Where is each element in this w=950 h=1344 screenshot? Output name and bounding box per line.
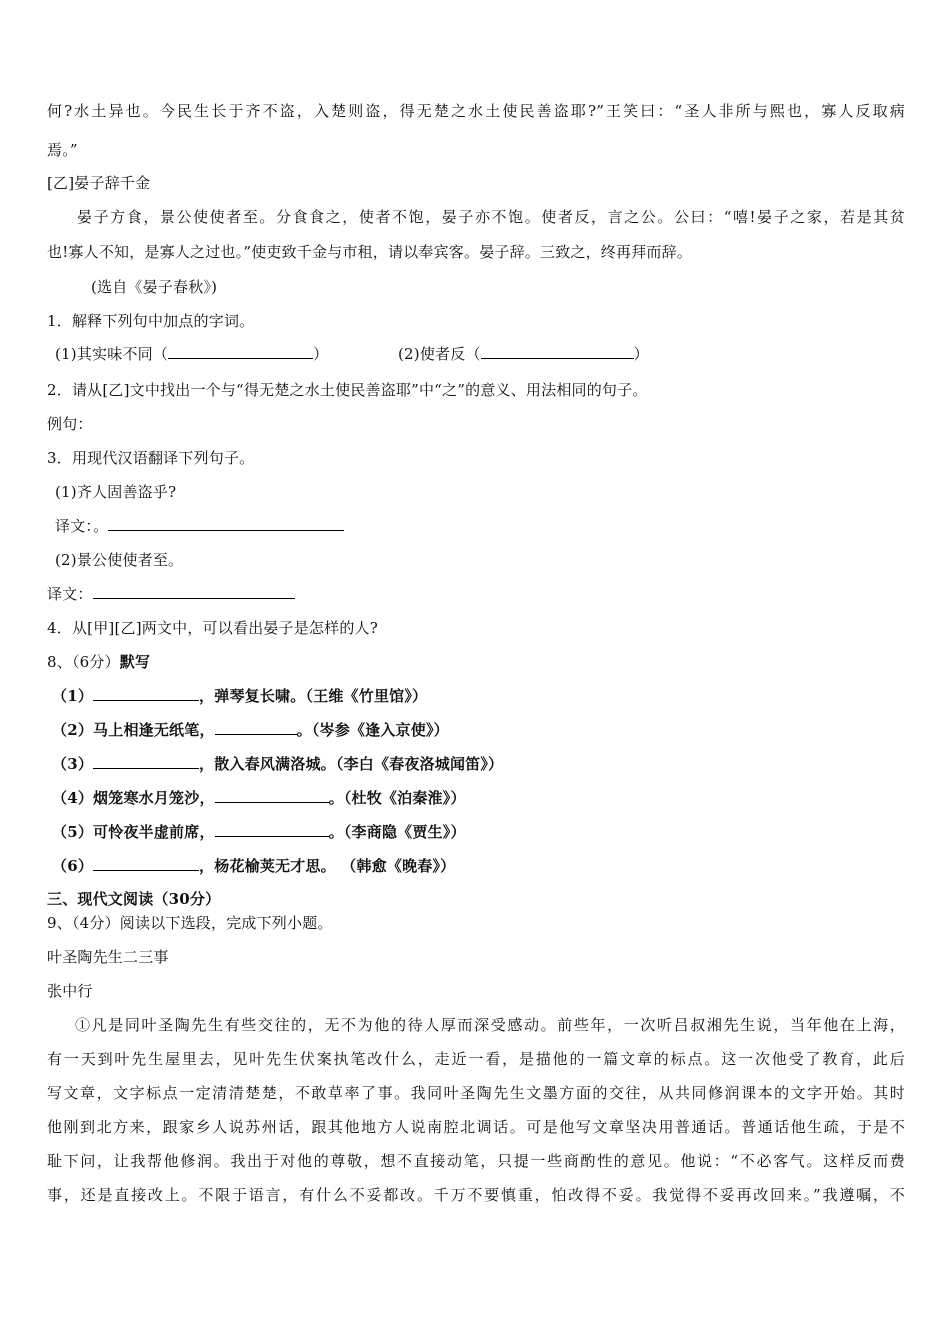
- passage-a-line-2: 焉。”: [47, 141, 78, 159]
- item-before: 马上相逢无纸笔，: [93, 721, 215, 739]
- answer-blank-3b[interactable]: [93, 584, 295, 599]
- item-before: 可怜夜半虚前席，: [93, 823, 215, 841]
- translation-label-a: 译文：。: [55, 517, 109, 535]
- article-line: 有一天到叶先生屋里去，见叶先生伏案执笔改什么，走近一看，是描他的一篇文章的标点。这一次他受了教育，此后: [47, 1050, 905, 1068]
- article-author: 张中行: [47, 982, 93, 1000]
- article-line: 他刚到北方来，跟家乡人说苏州话，跟其他地方人说南腔北调话。可是他写文章坚决用普通话。普通话他生疏，于是不: [47, 1118, 905, 1136]
- recitation-item: [52, 754, 503, 774]
- passage-b-source: (选自《晏子春秋》): [91, 278, 218, 296]
- recitation-item: [52, 822, 466, 842]
- answer-blank-8-2[interactable]: [215, 720, 297, 735]
- passage-a-line-1: 何?水土异也。今民生长于齐不盗，入楚则盗，得无楚之水土使民善盗耶?”王笑曰：“圣人非所与熙也，寡人反取病: [47, 102, 905, 120]
- item-after: ，杨花榆荚无才思。 （韩愈《晚春》）: [199, 857, 456, 875]
- question-1-b: [398, 344, 649, 364]
- question-3-a-answer: [55, 516, 344, 536]
- item-after: 。（李商隐《贾生》）: [328, 823, 466, 841]
- answer-blank-3a[interactable]: [108, 516, 344, 531]
- item-after: 。（杜牧《泊秦淮》）: [328, 789, 466, 807]
- item-number: （5）: [52, 823, 94, 841]
- question-1-b-close: ）: [633, 345, 649, 363]
- item-after: ，散入春风满洛城。（李白《春夜洛城闻笛》）: [199, 755, 504, 773]
- item-number: （3）: [52, 755, 94, 773]
- recitation-item: [52, 856, 455, 876]
- article-line: 事，还是直接改上。不限于语言，有什么不妥都改。千万不要慎重，怕改得不妥。我觉得不妥再改回来。”我遵嘱，不: [47, 1186, 905, 1204]
- question-1-a-close: ）: [313, 345, 329, 363]
- question-9: 9、（4分）阅读以下选段，完成下列小题。: [47, 914, 333, 932]
- question-3-b: (2)景公使使者至。: [55, 551, 184, 569]
- article-title: 叶圣陶先生二三事: [47, 948, 169, 966]
- answer-blank-8-5[interactable]: [215, 822, 329, 837]
- answer-blank-8-4[interactable]: [215, 788, 329, 803]
- question-1-b-text: (2)使者反（: [398, 345, 481, 363]
- item-number: （6）: [52, 857, 94, 875]
- answer-blank-8-3[interactable]: [93, 754, 199, 769]
- item-after: 。（岑参《逢入京使》）: [296, 721, 449, 739]
- passage-b-line-2: 也!寡人不知，是寡人之过也。”使吏致千金与市租，请以奉宾客。晏子辞。三致之，终再拜而辞。: [47, 243, 693, 261]
- answer-blank-1b[interactable]: [481, 344, 634, 359]
- item-before: 烟笼寒水月笼沙，: [93, 789, 215, 807]
- passage-b-line-1: 晏子方食，景公使使者至。分食食之，使者不饱，晏子亦不饱。使者反，言之公。公曰：“嘻!晏子之家，若是其贫: [77, 208, 905, 226]
- item-number: （1）: [52, 687, 94, 705]
- question-2-example: 例句：: [47, 415, 93, 433]
- recitation-item: [52, 788, 466, 808]
- item-number: （4）: [52, 789, 94, 807]
- question-1-a: [55, 344, 328, 364]
- answer-blank-1a[interactable]: [168, 344, 313, 359]
- question-3: 3．用现代汉语翻译下列句子。: [47, 449, 255, 467]
- item-after: ，弹琴复长啸。（王维《竹里馆》）: [199, 687, 428, 705]
- question-4: 4．从[甲][乙]两文中，可以看出晏子是怎样的人?: [47, 619, 378, 637]
- question-3-b-answer: [47, 584, 295, 604]
- question-1-a-text: (1)其实味不同（: [55, 345, 169, 363]
- question-8-title: 默写: [119, 653, 151, 671]
- question-1: 1．解释下列句中加点的字词。: [47, 312, 255, 330]
- article-line: 耻下问，让我帮他修润。我出于对他的尊敬，想不直接动笔，只提一些商酌性的意见。他说：“不必客气。这样反而费: [47, 1152, 905, 1170]
- answer-blank-8-1[interactable]: [93, 686, 199, 701]
- passage-b-title: [乙]晏子辞千金: [47, 174, 151, 192]
- item-number: （2）: [52, 721, 94, 739]
- question-3-a: (1)齐人固善盗乎?: [55, 483, 177, 501]
- recitation-item: [52, 686, 427, 706]
- question-2: 2．请从[乙]文中找出一个与“得无楚之水土使民善盗耶”中“之”的意义、用法相同的句子。: [47, 381, 648, 399]
- question-8-label: 8、（6分）: [47, 653, 120, 671]
- answer-blank-8-6[interactable]: [93, 856, 199, 871]
- recitation-item: [52, 720, 449, 740]
- question-8-header: [47, 652, 150, 672]
- translation-label-b: 译文：: [47, 585, 93, 603]
- section-3-heading: 三、现代文阅读（30分）: [47, 890, 221, 908]
- article-line: ①凡是同叶圣陶先生有些交往的，无不为他的待人厚而深受感动。前些年，一次听吕叔湘先生说，当年他在上海，: [75, 1016, 905, 1034]
- article-line: 写文章，文字标点一定清清楚楚，不敢草率了事。我同叶圣陶先生文墨方面的交往，从共同修润课本的文字开始。其时: [47, 1084, 905, 1102]
